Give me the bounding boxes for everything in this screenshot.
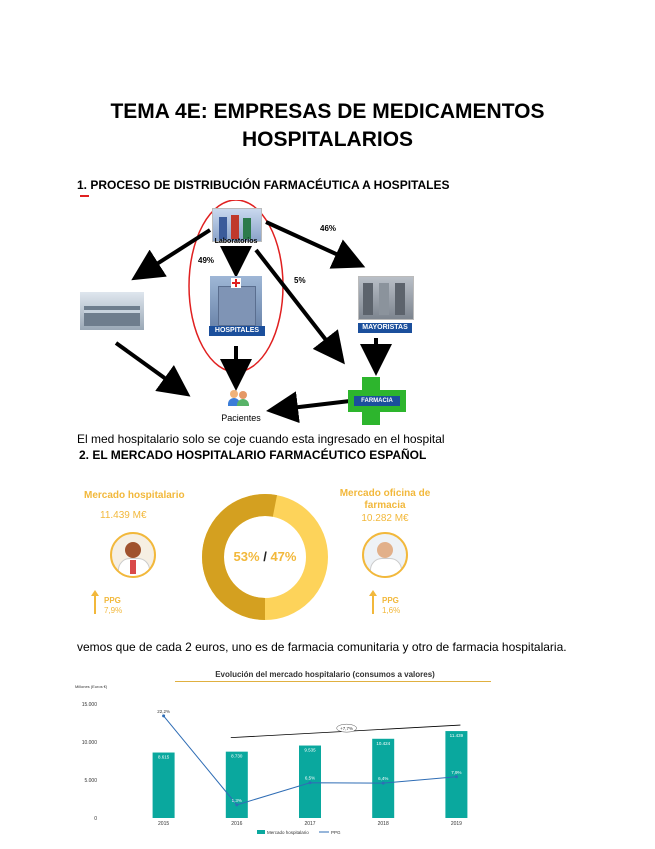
wholesaler-label: MAYORISTAS — [358, 323, 412, 333]
ppg-point — [455, 775, 458, 778]
hospital-market-title: Mercado hospitalario — [84, 490, 185, 501]
ppg-value-label: 1,3% — [231, 797, 242, 803]
pct-wholesaler: 46% — [320, 224, 337, 233]
y-tick-label: 5.000 — [84, 778, 97, 784]
donut-separator: / — [263, 549, 267, 564]
bar-value-label: 10.424 — [376, 740, 391, 746]
distribution-diagram — [78, 200, 414, 430]
ppg-value-label: 6,4% — [378, 776, 389, 782]
arrow-pharmacy-to-patients — [274, 401, 350, 410]
patients-label: Pacientes — [221, 413, 261, 423]
donut-hospital-pct: 53% — [233, 549, 260, 564]
x-tick-label: 2019 — [450, 821, 462, 827]
pct-pharmacy: 5% — [294, 276, 306, 285]
bar-value-label: 11.439 — [449, 733, 464, 739]
legend-label-ppg: PPG — [331, 830, 341, 835]
ppg-point — [162, 714, 165, 717]
ppg-value-right: 1,6% — [382, 606, 401, 615]
arrow-clinic-to-patients — [116, 343, 184, 392]
trend-annotation: +7,7% — [340, 725, 354, 731]
ppg-value-label: 6,5% — [304, 775, 316, 781]
chart-title: Evolución del mercado hospitalario (consumos a valores) — [215, 670, 435, 679]
page-title: TEMA 4E: EMPRESAS DE MEDICAMENTOS — [110, 100, 545, 123]
doctor-avatar-left — [110, 532, 156, 578]
ppg-value-left: 7,9% — [104, 606, 123, 615]
section1-heading: 1. PROCESO DE DISTRIBUCIÓN FARMACÉUTICA A HOSPITALES — [77, 178, 450, 192]
ppg-value-label: 22,2% — [157, 708, 170, 714]
y-tick-label: 10.000 — [81, 740, 97, 746]
hospital-building-icon — [210, 276, 262, 326]
x-tick-label: 2016 — [231, 821, 243, 827]
x-tick-label: 2015 — [158, 821, 170, 827]
bar-value-label: 8.615 — [157, 754, 170, 760]
section2-note: vemos que de cada 2 euros, uno es de farmacia comunitaria y otro de farmacia hospitalaria. — [77, 640, 567, 654]
hospital-market-value: 11.439 M€ — [100, 510, 147, 521]
heading-underline-mark — [80, 195, 89, 197]
pct-hospital: 49% — [198, 256, 215, 265]
growth-arrow-head-left — [91, 590, 99, 596]
donut-pharmacy-pct: 47% — [270, 549, 297, 564]
arrow-lab-to-pharmacy — [256, 250, 340, 358]
legend-swatch-bars — [257, 830, 265, 834]
section1-note: El med hospitalario solo se coje cuando esta ingresado en el hospital — [77, 432, 445, 446]
warehouse-icon — [358, 276, 414, 320]
x-tick-label: 2017 — [304, 821, 316, 827]
patients-icon — [228, 390, 250, 406]
chart-title-rule — [175, 681, 491, 682]
y-tick-label: 0 — [94, 816, 97, 822]
ppg-point — [235, 803, 238, 806]
legend-label-bars: Mercado hospitalario — [267, 830, 309, 835]
bar-value-label: 8.730 — [231, 753, 243, 759]
page-title-line2: HOSPITALARIOS — [241, 128, 414, 151]
chart-plot — [75, 666, 495, 844]
y-tick-label: 15.000 — [81, 702, 97, 708]
growth-arrow-head-right — [369, 590, 377, 596]
section2-heading: 2. EL MERCADO HOSPITALARIO FARMACÉUTICO ESPAÑOL — [79, 448, 427, 462]
ppg-point — [309, 781, 312, 784]
ppg-point — [382, 782, 385, 785]
bar-value-label: 9.535 — [304, 747, 316, 753]
donut-center-label — [230, 549, 300, 564]
pharmacy-market-title-1: Mercado oficina de — [339, 488, 431, 499]
pharmacy-market-title-2: farmacia — [364, 500, 406, 511]
ppg-label-right: PPG — [382, 596, 399, 605]
lab-label: Laboratorios — [214, 238, 258, 245]
hospital-label: HOSPITALES — [209, 326, 265, 336]
pharmacy-label: FARMACIA — [354, 396, 400, 406]
hospital-market-chart — [75, 666, 495, 844]
pharmacy-market-value: 10.282 M€ — [361, 513, 409, 524]
x-tick-label: 2018 — [377, 821, 389, 827]
clinic-building-icon — [80, 292, 144, 330]
ppg-label-left: PPG — [104, 596, 121, 605]
chart-ylabel: Millones (Euros €) — [75, 684, 108, 689]
arrow-lab-to-clinic — [138, 230, 210, 276]
doctor-avatar-right — [362, 532, 408, 578]
laboratories-icon — [212, 208, 262, 242]
bar — [226, 752, 248, 818]
bar — [153, 753, 175, 818]
ppg-value-label: 7,9% — [451, 769, 462, 775]
market-infographic — [78, 482, 448, 622]
